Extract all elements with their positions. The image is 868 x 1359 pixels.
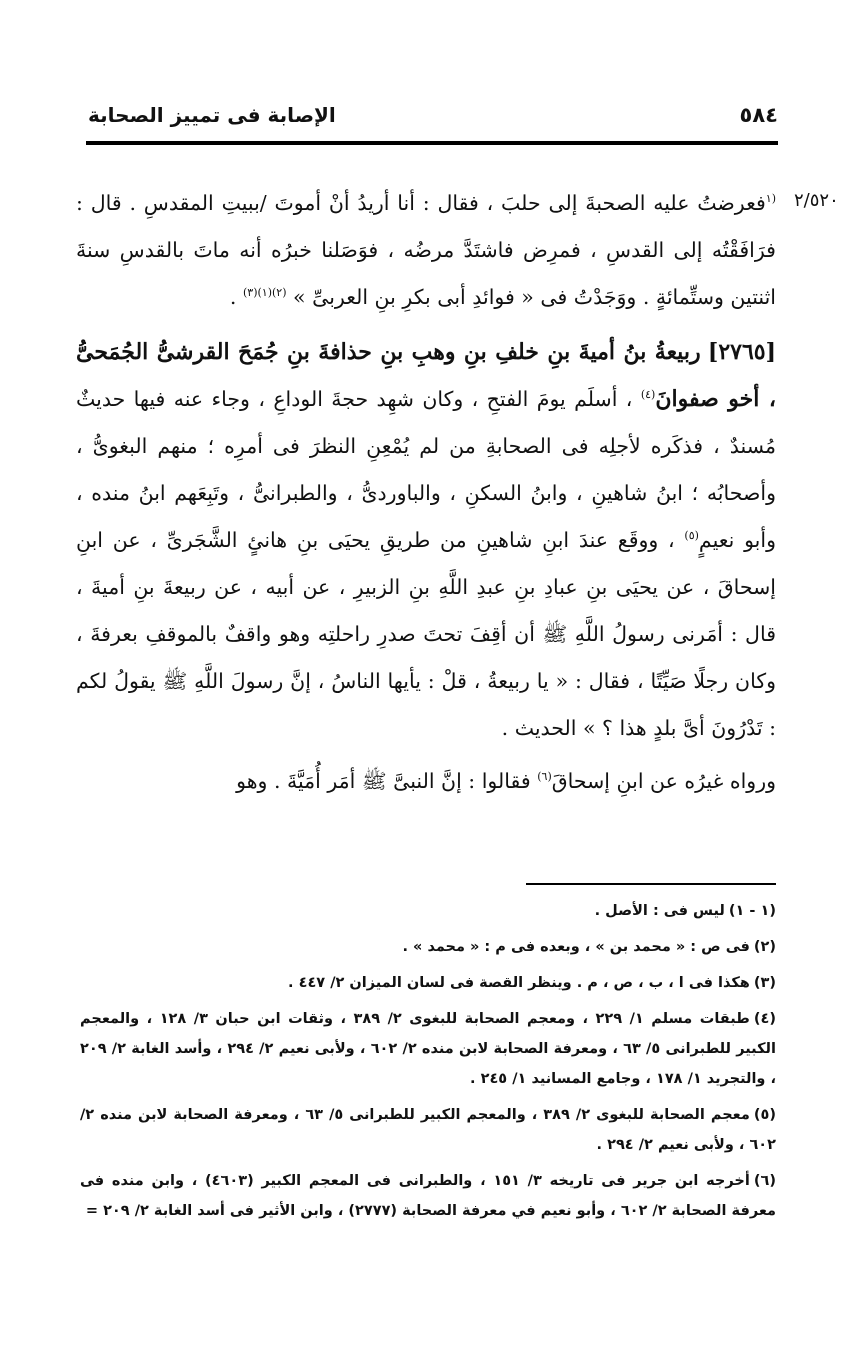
footnote-number: (٢) bbox=[753, 939, 776, 955]
running-title: الإصابة فى تمييز الصحابة bbox=[88, 103, 336, 127]
footnote-text: ليس فى : الأصل . bbox=[594, 903, 725, 919]
footnote-1 bbox=[80, 896, 776, 926]
footnote-number: (٤) bbox=[753, 1011, 776, 1027]
footnote-text: أخرجه ابن جرير فى تاريخه ٣/ ١٥١ ، والطبرانى فى المعجم الكبير (٤٦٠٣) ، وابن منده فى معرفة الصحابة ٢/ ٦٠٢ ، وأبو نعيم في معرفة الصحابة (٢٧٧٧) ، وابن الأثير فى أسد الغابة ٢/ ٢٠٩ = bbox=[80, 1173, 776, 1219]
footnote-text: هكذا فى ا ، ب ، ص ، م . وينظر القصة فى لسان الميزان ٢/ ٤٤٧ . bbox=[288, 975, 750, 991]
paragraph-3-text-b: فقالوا : إنَّ النبىَّ ﷺ أمَر أُمَيَّةَ . وهو bbox=[236, 769, 531, 793]
main-text bbox=[76, 180, 776, 805]
entry-name: ربيعةُ بنُ أميةَ بنِ خلفِ بنِ وهبِ بنِ حذافةَ بنِ جُمَحَ القرشىُّ الجُمَحىُّ ، أخو صفوانَ bbox=[76, 339, 776, 412]
header-rule bbox=[86, 141, 778, 145]
footnote-4 bbox=[80, 1004, 776, 1094]
page-header bbox=[88, 98, 778, 132]
paragraph-3 bbox=[76, 758, 776, 805]
footnote-marker: (٤) bbox=[640, 388, 656, 402]
footnote-number: (١ - ١) bbox=[728, 903, 776, 919]
footnote-marker: (٦) bbox=[537, 770, 552, 784]
footnote-marker: (١)(٣) bbox=[242, 286, 272, 300]
footnote-text: معجم الصحابة للبغوى ٢/ ٣٨٩ ، والمعجم الكبير للطبرانى ٥/ ٦٣ ، ومعرفة الصحابة لابن منده ٢/ ٦٠٢ ، ولأبى نعيم ٢/ ٢٩٤ . bbox=[80, 1107, 776, 1153]
entry-2765 bbox=[76, 329, 776, 752]
entry-number: [٢٧٦٥] bbox=[707, 339, 776, 365]
footnote-marker: (١ bbox=[765, 192, 776, 206]
footnote-5 bbox=[80, 1100, 776, 1160]
entry-text-a: ، أسلَم يومَ الفتحِ ، وكان شهِد حجةَ الوداعِ ، وجاء عنه فيها حديثٌ مُسندٌ ، فذكَره لأجلِه فى الصحابةِ من لم يُمْعِنِ النظرَ فى أمرِه ؛ منهم البغوىُّ ، وأصحابُه ؛ ابنُ شاهينِ ، وابنُ السكنِ ، والباوردىُّ ، والطبرانىُّ ، وتَبِعَهم ابنُ منده ، وأبو نعيمٍ bbox=[76, 387, 776, 552]
paragraph-1: $^{(١}$فعرضتُ عليه الصحبةَ إلى حلبَ ، فقال : أنا أريدُ أنْ أموتَ /ببيتِ المقدسِ . قال : فرَافَقْتُه إلى القدسِ ، فمرِض فاشتَدَّ مرضُه ، فوَصَلنا خبرُه أنه ماتَ بالقدسِ سنةَ اثنتين وستِّمائةٍ . ووَجَدْتُ فى « فوائدِ أبى بكرِ بنِ العربىِّ » $^{(٢)(١)(٣)}$ . bbox=[76, 191, 776, 309]
footnote-text: طبقات مسلم ١/ ٢٢٩ ، ومعجم الصحابة للبغوى ٢/ ٣٨٩ ، وثقات ابن حبان ٣/ ١٢٨ ، والمعجم الكبير للطبرانى ٥/ ٦٣ ، ومعرفة الصحابة لابن منده ٢/ ٦٠٢ ، ولأبى نعيم ٢/ ٢٩٤ ، وأسد الغابة ٢/ ٢٠٩ ، والتجريد ١/ ١٧٨ ، وجامع المسانيد ١/ ٢٤٥ . bbox=[80, 1011, 776, 1087]
page-number: ٥٨٤ bbox=[739, 103, 778, 127]
footnote-3 bbox=[80, 968, 776, 998]
paragraph-1-text: فعرضتُ عليه الصحبةَ إلى حلبَ ، فقال : أنا أريدُ أنْ أموتَ /ببيتِ المقدسِ . قال : فرَافَقْتُه إلى القدسِ ، فمرِض فاشتَدَّ مرضُه ، فوَصَلنا خبرُه أنه ماتَ بالقدسِ سنةَ اثنتين وستِّمائةٍ . ووَجَدْتُ فى « فوائدِ أبى بكرِ بنِ العربىِّ » bbox=[76, 191, 776, 309]
footnote-separator bbox=[526, 883, 776, 885]
footnote-2 bbox=[80, 932, 776, 962]
footnote-marker: (٥) bbox=[684, 529, 699, 543]
footnote-number: (٥) bbox=[753, 1107, 776, 1123]
footnote-number: (٦) bbox=[753, 1173, 776, 1189]
footnote-marker: (٢) bbox=[272, 286, 287, 300]
footnote-number: (٣) bbox=[753, 975, 776, 991]
paragraph-3-text-a: ورواه غيرُه عن ابنِ إسحاقَ bbox=[551, 769, 776, 793]
footnote-text: فى ص : « محمد بن » ، وبعده فى م : « محمد » . bbox=[402, 939, 750, 955]
footnotes bbox=[80, 896, 776, 1232]
footnote-6 bbox=[80, 1166, 776, 1226]
margin-reference: ٢/٥٢٠ bbox=[794, 190, 839, 211]
entry-text-b: ، ووقَع عندَ ابنِ شاهينِ من طريقِ يحيَى بنِ هانئٍ الشَّجَرىِّ ، عن ابنِ إسحاقَ ، عن يحيَى بنِ عبادِ بنِ عبدِ اللَّهِ بنِ الزبيرِ ، عن أبيه ، عن ربيعةَ بنِ أميةَ ، قال : أمَرنى رسولُ اللَّهِ ﷺ أن أقِفَ تحتَ صدرِ راحلتِه وهو واقفٌ بالموقفِ بعرفةَ ، وكان رجلًا صَيِّتًا ، فقال : « يا ربيعةُ ، قلْ : يأيها الناسُ ، إنَّ رسولَ اللَّهِ ﷺ يقولُ لكم : تَدْرُونَ أىَّ بلدٍ هذا ؟ » الحديث . bbox=[76, 528, 776, 740]
